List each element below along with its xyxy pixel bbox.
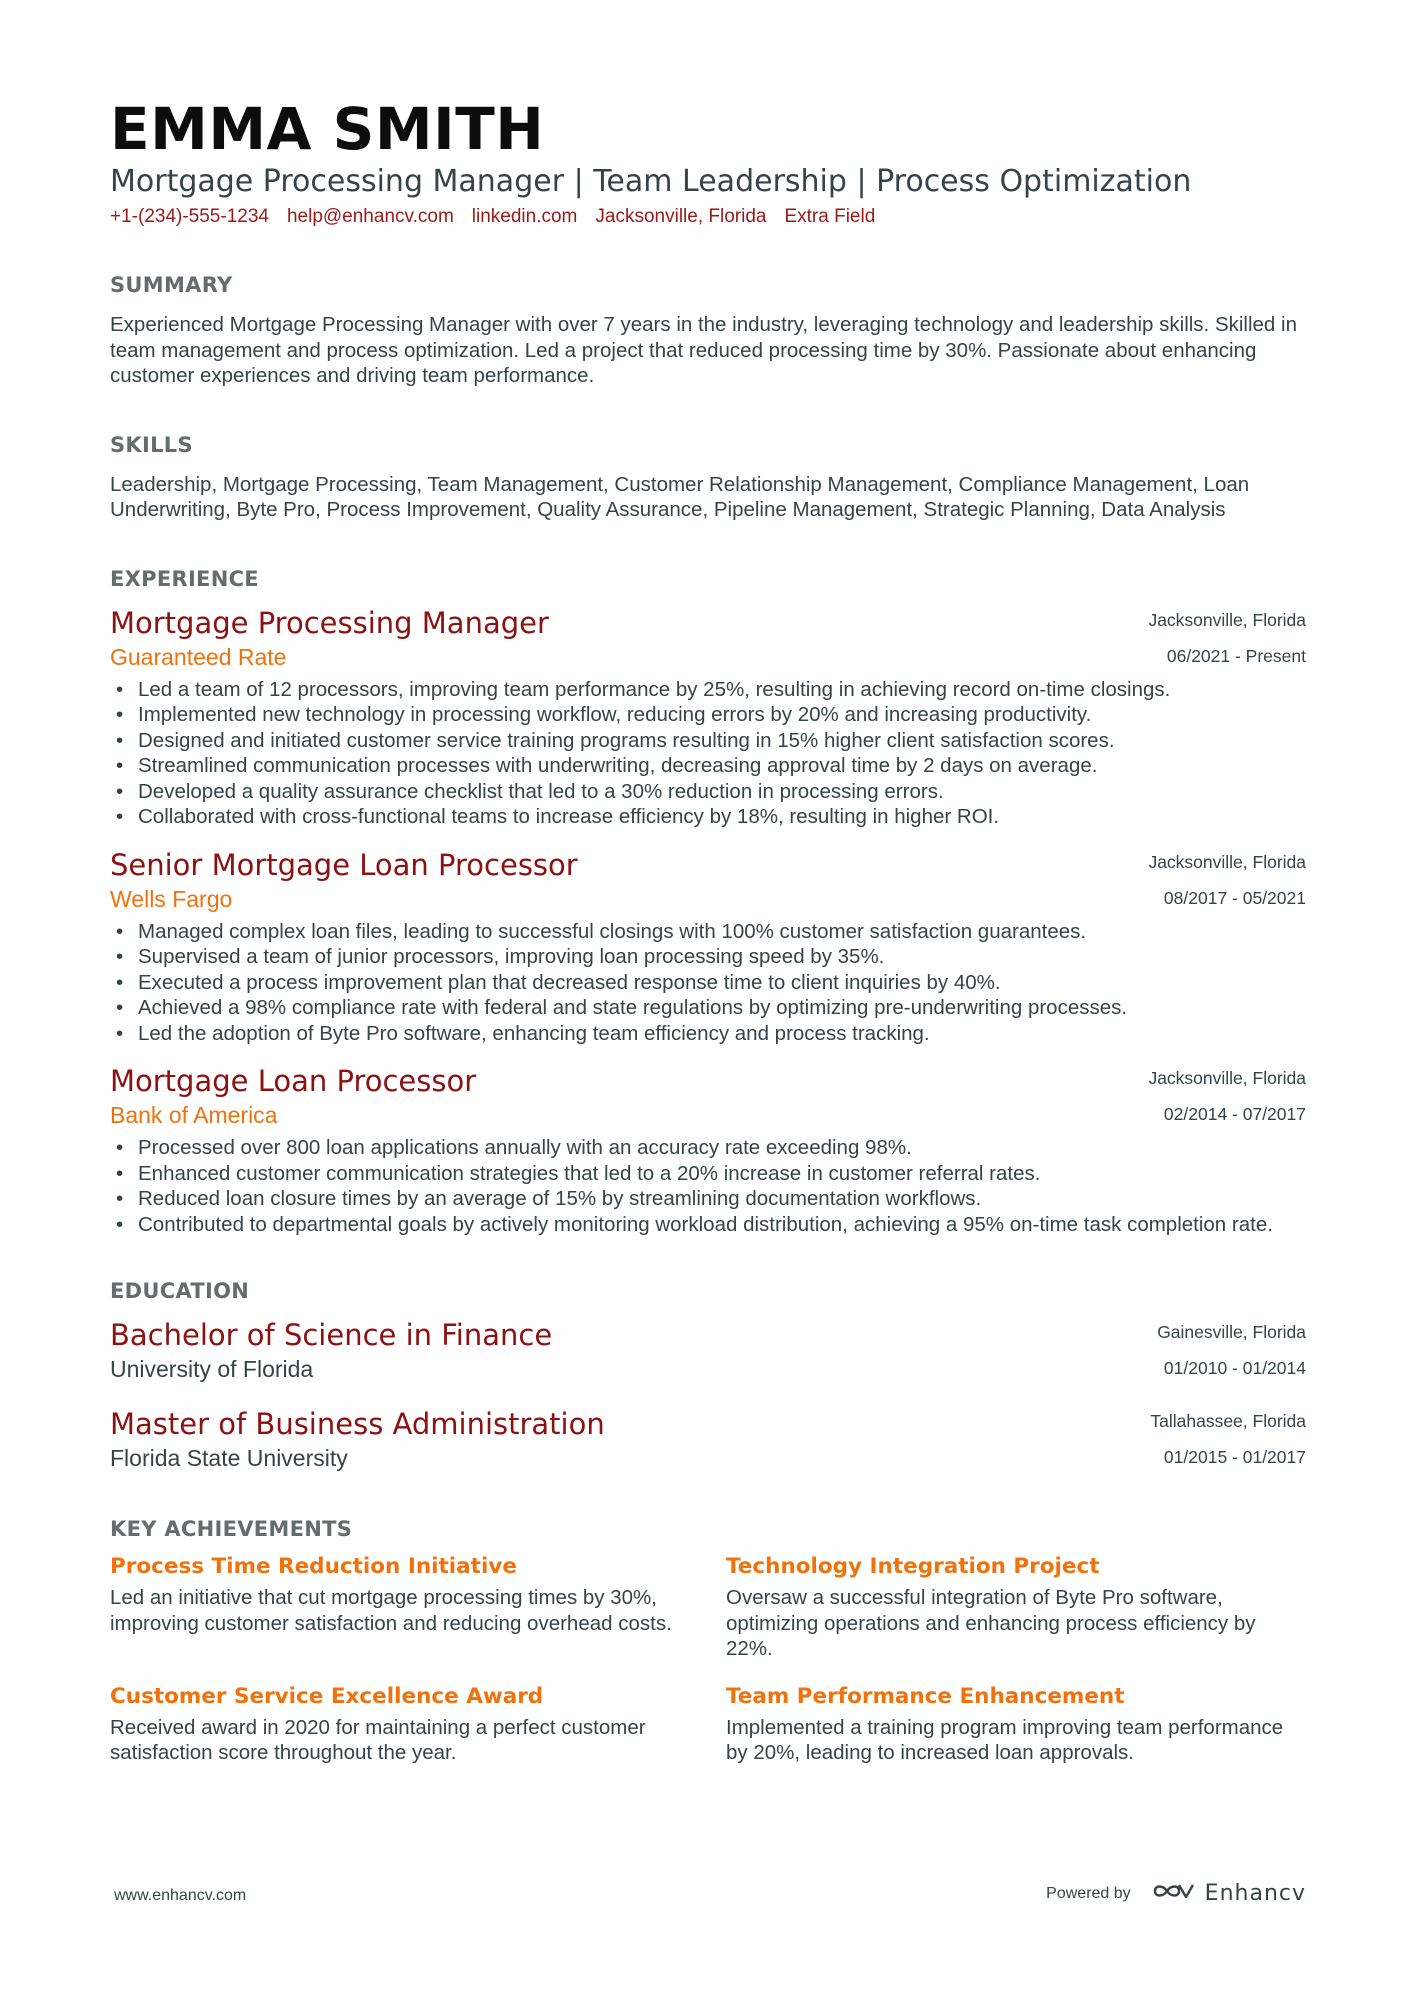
section-title: SUMMARY [110, 273, 233, 297]
job-location: Jacksonville, Florida [1148, 609, 1306, 630]
experience-section [110, 564, 1306, 1238]
contact-location: Jacksonville, Florida [595, 206, 767, 227]
achievement-description: Implemented a training program improving team performance by 20%, leading to increased loan approvals. [726, 1715, 1284, 1764]
extra-field: Extra Field [784, 206, 876, 227]
skills-section [110, 430, 1306, 523]
achievement-card [110, 1552, 726, 1662]
experience-entry [110, 1062, 1306, 1237]
list-item: • Streamlined communication processes with underwriting, decreasing approval time by 2 days on average. [110, 753, 1306, 779]
company-name: Bank of America [110, 1102, 278, 1128]
list-item: • Led the adoption of Byte Pro software, enhancing team efficiency and process tracking. [110, 1021, 1306, 1047]
list-item: • Developed a quality assurance checklist that led to a 30% reduction in processing errors. [110, 779, 1306, 805]
degree-name: Master of Business Administration [110, 1407, 605, 1441]
summary-section [110, 270, 1306, 389]
job-dates: 08/2017 - 05/2021 [1163, 887, 1306, 908]
list-item: • Processed over 800 loan applications annually with an accuracy rate exceeding 98%. [110, 1135, 1306, 1161]
summary-text: Experienced Mortgage Processing Manager with over 7 years in the industry, leveraging technology and leadership skills. Skilled in team management and process optimization. Led a project that reduced processing time by 30%. Passionate about enhancing customer experiences and driving team performance. [110, 313, 1297, 387]
achievement-description: Led an initiative that cut mortgage processing times by 30%, improving customer satisfaction and reducing overhead costs. [110, 1586, 672, 1635]
powered-by-label: Powered by [1046, 1884, 1131, 1902]
school-name: University of Florida [110, 1356, 314, 1382]
enhancv-logo-icon [1151, 1879, 1195, 1908]
job-dates: 06/2021 - Present [1166, 645, 1306, 666]
footer-branding [1046, 1879, 1306, 1908]
email-link[interactable]: help@enhancv.com [286, 206, 454, 227]
achievement-title: Technology Integration Project [726, 1554, 1100, 1579]
list-item: • Contributed to departmental goals by actively monitoring workload distribution, achieving a 95% on-time task completion rate. [110, 1212, 1306, 1238]
job-location: Jacksonville, Florida [1148, 1068, 1306, 1088]
experience-entry [110, 846, 1306, 1047]
list-item: • Achieved a 98% compliance rate with federal and state regulations by optimizing pre-underwriting processes. [110, 995, 1306, 1021]
achievement-card [726, 1552, 1306, 1662]
resume-page [110, 96, 1306, 1766]
list-item: • Enhanced customer communication strategies that led to a 20% increase in customer referral rates. [110, 1161, 1306, 1187]
job-location: Jacksonville, Florida [1148, 851, 1306, 872]
section-title: SKILLS [110, 432, 193, 457]
list-item: • Executed a process improvement plan that decreased response time to client inquiries by 40%. [110, 970, 1306, 996]
education-dates: 01/2010 - 01/2014 [1163, 1358, 1306, 1378]
education-entry [110, 1405, 1306, 1472]
list-item: • Managed complex loan files, leading to successful closings with 100% customer satisfaction guarantees. [110, 919, 1306, 945]
job-title: Mortgage Processing Manager [110, 605, 549, 640]
resume-header [110, 96, 1306, 232]
key-achievements-section [110, 1514, 1306, 1766]
job-dates: 02/2014 - 07/2017 [1163, 1104, 1306, 1124]
list-item: • Implemented new technology in processing workflow, reducing errors by 20% and increasing productivity. [110, 702, 1306, 728]
achievement-title: Customer Service Excellence Award [110, 1683, 544, 1709]
phone-number[interactable]: +1-(234)-555-1234 [110, 206, 269, 227]
job-title: Senior Mortgage Loan Processor [110, 847, 578, 882]
achievement-title: Team Performance Enhancement [726, 1683, 1125, 1709]
degree-name: Bachelor of Science in Finance [110, 1318, 553, 1352]
section-title: EDUCATION [110, 1279, 250, 1303]
list-item: • Supervised a team of junior processors, improving loan processing speed by 35%. [110, 944, 1306, 970]
list-item: • Reduced loan closure times by an average of 15% by streamlining documentation workflows. [110, 1186, 1306, 1212]
linkedin-link[interactable]: linkedin.com [471, 206, 578, 227]
skills-text: Leadership, Mortgage Processing, Team Management, Customer Relationship Management, Compliance Management, Loan Underwriting, Byte Pro, Process Improvement, Quality Assurance, Pipeline Management, Strategic Planning, Data Analysis [110, 472, 1250, 521]
candidate-tagline: Mortgage Processing Manager | Team Leadership | Process Optimization [110, 164, 1192, 199]
achievement-list [110, 919, 1306, 1047]
experience-entry [110, 604, 1306, 830]
education-section [110, 1276, 1306, 1472]
school-location: Tallahassee, Florida [1150, 1411, 1306, 1431]
brand-logo[interactable] [1151, 1879, 1306, 1908]
company-name: Guaranteed Rate [110, 643, 287, 670]
list-item: • Led a team of 12 processors, improving team performance by 25%, resulting in achieving record on-time closings. [110, 677, 1306, 703]
section-title: EXPERIENCE [110, 566, 259, 591]
brand-name: Enhancv [1204, 1881, 1306, 1906]
contact-info [110, 202, 1306, 232]
candidate-name: EMMA SMITH [110, 95, 545, 163]
achievement-description: Oversaw a successful integration of Byte Pro software, optimizing operations and enhancing process efficiency by 22%. [726, 1586, 1256, 1660]
school-name: Florida State University [110, 1445, 348, 1471]
achievement-list [110, 1135, 1306, 1237]
job-title: Mortgage Loan Processor [110, 1064, 477, 1098]
footer-website-link[interactable]: www.enhancv.com [114, 1887, 247, 1904]
education-entry [110, 1316, 1306, 1383]
achievement-list [110, 677, 1306, 830]
achievement-card [726, 1682, 1306, 1766]
company-name: Wells Fargo [110, 885, 233, 912]
school-location: Gainesville, Florida [1157, 1322, 1306, 1342]
achievement-title: Process Time Reduction Initiative [110, 1554, 517, 1579]
section-title: KEY ACHIEVEMENTS [110, 1517, 353, 1541]
achievement-description: Received award in 2020 for maintaining a perfect customer satisfaction score throughout the year. [110, 1715, 646, 1764]
list-item: • Collaborated with cross-functional teams to increase efficiency by 18%, resulting in higher ROI. [110, 804, 1306, 830]
education-dates: 01/2015 - 01/2017 [1163, 1447, 1306, 1467]
achievement-card [110, 1682, 726, 1766]
achievements-grid [110, 1552, 1306, 1766]
list-item: • Designed and initiated customer service training programs resulting in 15% higher client satisfaction scores. [110, 728, 1306, 754]
